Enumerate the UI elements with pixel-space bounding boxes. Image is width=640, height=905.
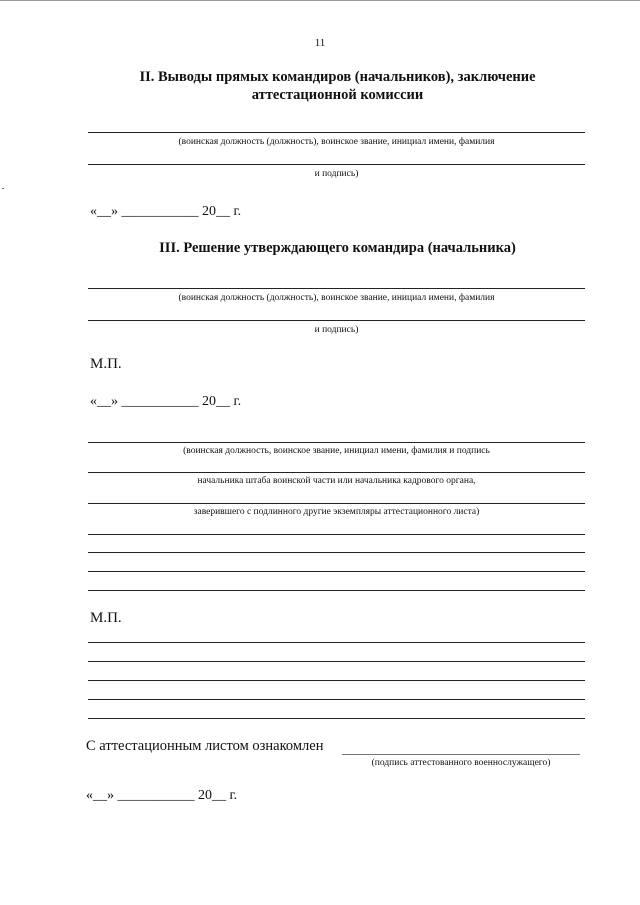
blank-line [88, 680, 585, 681]
section3-caption2: и подпись) [314, 325, 359, 335]
certifier-line1 [88, 442, 585, 443]
section3-caption1: (воинская должность (должность), воинское звание, инициал имени, фамилия [178, 293, 495, 303]
blank-line [88, 571, 585, 572]
section3-title: III. Решение утверждающего командира (начальника) [159, 240, 516, 256]
page-top-edge [0, 0, 640, 4]
section3-line1 [88, 288, 585, 289]
certifier-caption3: заверившего с подлинного другие экземпляры аттестационного листа) [193, 507, 480, 517]
section3-stamp-place: М.П. [90, 356, 122, 372]
acknowledgement-caption: (подпись аттестованного военнослужащего) [371, 758, 551, 768]
certifier-caption2: начальника штаба воинской части или начальника кадрового органа, [197, 476, 476, 486]
section2-title-line1: II. Выводы прямых командиров (начальников), заключение [139, 69, 536, 85]
certifier-line2 [88, 472, 585, 473]
acknowledgement-signature-line [342, 754, 580, 755]
blank-line [88, 718, 585, 719]
certifier-line3 [88, 503, 585, 504]
section2-line2 [88, 164, 585, 165]
page-number: 11 [314, 37, 326, 49]
blank-line [88, 642, 585, 643]
acknowledgement-date: «__» ___________ 20__ г. [86, 788, 238, 803]
blank-line [88, 590, 585, 591]
section2-caption1: (воинская должность (должность), воинское звание, инициал имени, фамилия [178, 137, 495, 147]
section2-line1 [88, 132, 585, 133]
section2-title-line2: аттестационной комиссии [251, 87, 424, 103]
section3-line2 [88, 320, 585, 321]
acknowledgement-text: С аттестационным листом ознакомлен [86, 738, 324, 754]
certifier-caption1: (воинская должность, воинское звание, инициал имени, фамилия и подпись [183, 446, 490, 456]
section2-date: «__» ___________ 20__ г. [90, 204, 242, 219]
section3-date: «__» ___________ 20__ г. [90, 394, 242, 409]
scan-edge-mark [2, 188, 4, 189]
blank-line [88, 552, 585, 553]
blank-line [88, 699, 585, 700]
blank-line [88, 534, 585, 535]
certifier-stamp-place: М.П. [90, 610, 122, 626]
section2-caption2: и подпись) [314, 169, 359, 179]
blank-line [88, 661, 585, 662]
